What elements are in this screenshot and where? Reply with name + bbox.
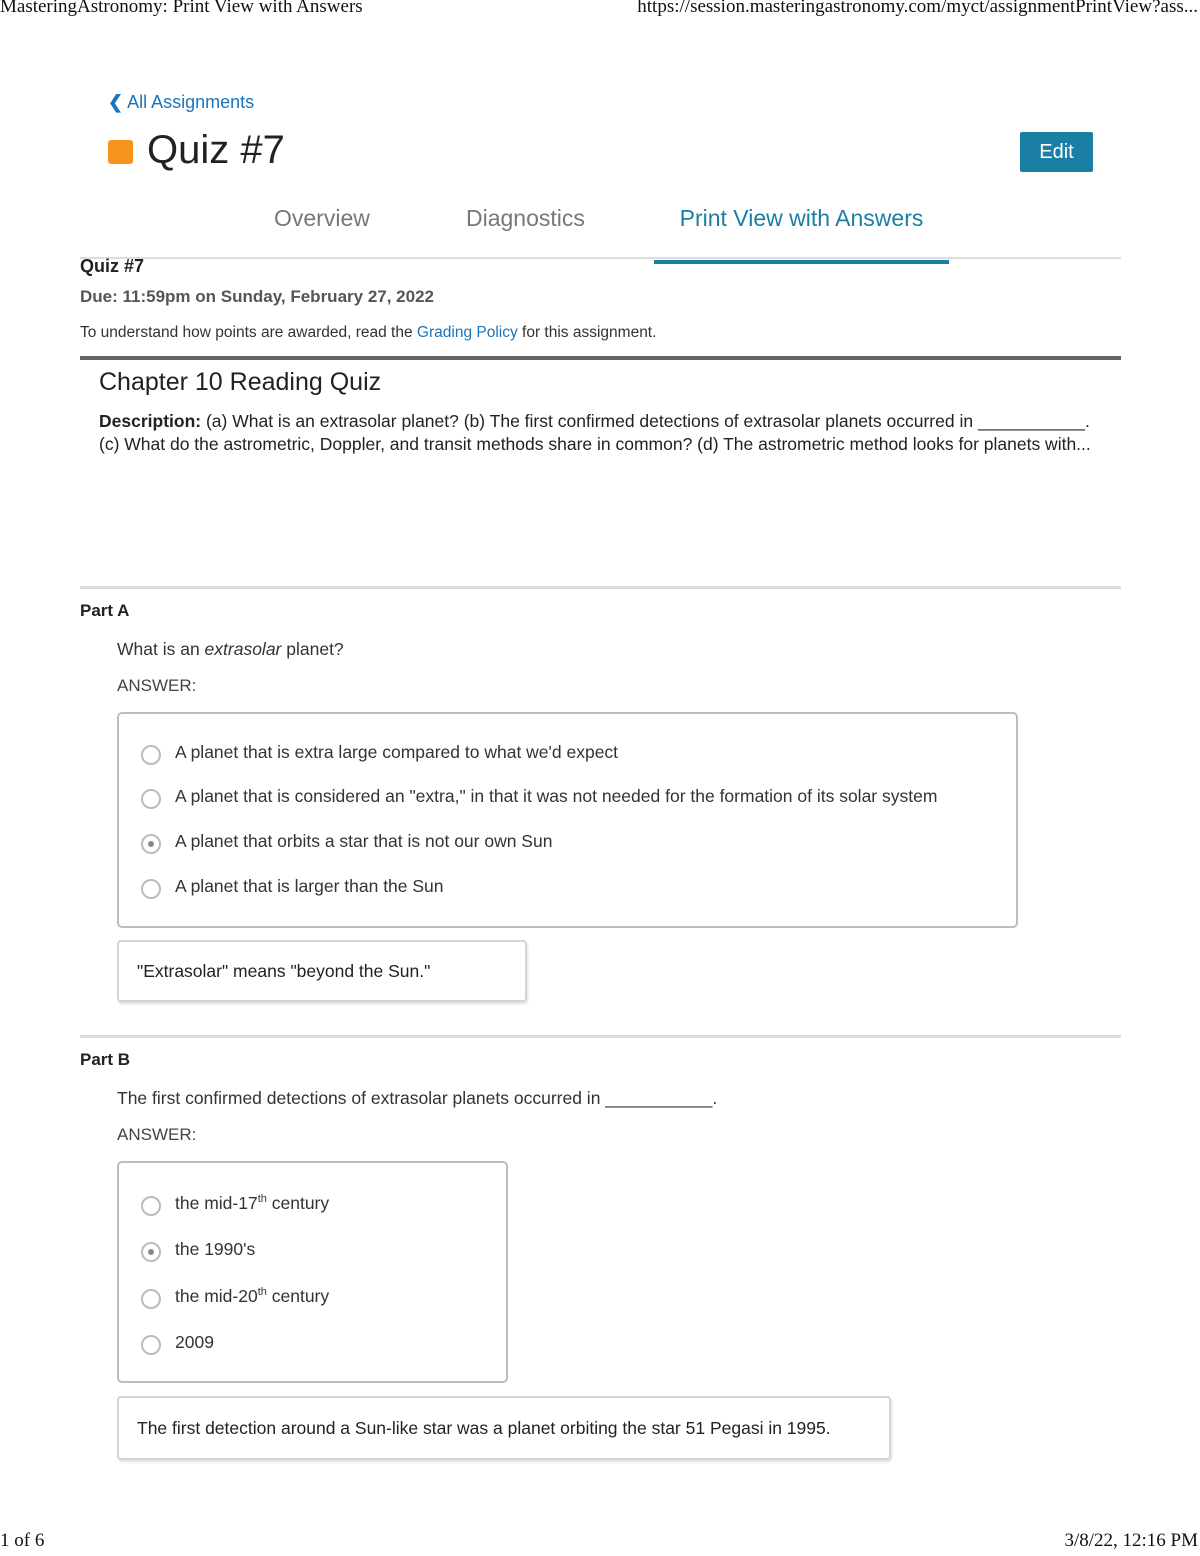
section-divider [80, 356, 1121, 360]
radio-button[interactable] [141, 879, 161, 899]
grading-policy-note [80, 324, 656, 342]
all-assignments-link[interactable] [108, 92, 254, 113]
radio-button-selected[interactable] [141, 834, 161, 854]
policy-suffix: for this assignment. [522, 324, 657, 341]
part-b-answer-label: ANSWER: [117, 1125, 197, 1144]
all-assignments-label: All Assignments [127, 92, 255, 112]
part-divider [80, 586, 1121, 589]
part-b-answer-box [117, 1161, 508, 1383]
print-header-url: https://session.masteringastronomy.com/myct/assignmentPrintView?ass... [637, 0, 1198, 17]
policy-prefix: To understand how points are awarded, read the [80, 324, 413, 341]
radio-button-selected[interactable] [141, 1242, 161, 1262]
assignment-status-icon [108, 140, 133, 164]
chapter-description [99, 410, 1099, 456]
part-a-label: Part A [80, 601, 130, 620]
option-label [175, 1286, 329, 1307]
question-emphasis: extrasolar [204, 639, 282, 659]
chevron-left-icon: ❮ [108, 92, 124, 112]
part-a-feedback [117, 940, 527, 1002]
due-date: Due: 11:59pm on Sunday, February 27, 2022 [80, 287, 434, 306]
option-text-main: the mid-17 [175, 1193, 258, 1213]
question-suffix: planet? [281, 639, 344, 659]
option-superscript: th [257, 1193, 267, 1206]
option-label: the 1990's [175, 1239, 256, 1259]
option-label: A planet that orbits a star that is not our own Sun [175, 831, 553, 851]
option-label: 2009 [175, 1332, 214, 1352]
option-label: A planet that is larger than the Sun [175, 876, 444, 896]
option-text-main: the mid-20 [175, 1286, 258, 1306]
feedback-text: The first detection around a Sun-like star was a planet orbiting the star 51 Pegasi in 1995. [137, 1418, 831, 1438]
description-text: (a) What is an extrasolar planet? (b) The first confirmed detections of extrasolar planets occurred in ___________. (c) What do the astrometric, Doppler, and transit methods share in common? (d) The astrometric method looks for planets with... [99, 411, 1091, 454]
print-header-title: MasteringAstronomy: Print View with Answers [0, 0, 363, 17]
print-footer [0, 1530, 1200, 1556]
edit-button[interactable]: Edit [1020, 132, 1093, 172]
part-b-feedback [117, 1396, 891, 1460]
tab-overview[interactable]: Overview [274, 205, 370, 231]
part-a-answer-box [117, 712, 1018, 928]
option-label [175, 1193, 329, 1214]
option-label: A planet that is extra large compared to what we'd expect [175, 742, 619, 762]
assignment-title: Quiz #7 [80, 256, 145, 276]
tab-diagnostics[interactable]: Diagnostics [466, 205, 585, 231]
print-header [0, 0, 1200, 22]
option-superscript: th [257, 1286, 267, 1299]
option-text-tail: century [266, 1286, 330, 1306]
radio-button[interactable] [141, 789, 161, 809]
page-title: Quiz #7 [147, 128, 285, 172]
radio-button[interactable] [141, 1196, 161, 1216]
chapter-title: Chapter 10 Reading Quiz [99, 368, 382, 396]
part-b-label: Part B [80, 1050, 131, 1069]
tab-print-view-with-answers[interactable]: Print View with Answers [654, 200, 949, 264]
option-text-tail: century [266, 1193, 330, 1213]
option-label: A planet that is considered an "extra," in that it was not needed for the formation of its solar system [175, 786, 938, 806]
feedback-text: "Extrasolar" means "beyond the Sun." [137, 961, 431, 981]
radio-button[interactable] [141, 745, 161, 765]
radio-button[interactable] [141, 1289, 161, 1309]
description-label: Description: [99, 411, 202, 431]
part-b-question: The first confirmed detections of extrasolar planets occurred in ___________. [117, 1088, 718, 1108]
page-count: 1 of 6 [0, 1530, 45, 1551]
tab-bar [80, 200, 1121, 259]
question-prefix: What is an [117, 639, 205, 659]
radio-button[interactable] [141, 1335, 161, 1355]
part-divider [80, 1035, 1121, 1038]
part-a-question [117, 639, 344, 660]
print-timestamp: 3/8/22, 12:16 PM [1064, 1530, 1198, 1551]
part-a-answer-label: ANSWER: [117, 676, 197, 695]
grading-policy-link[interactable]: Grading Policy [416, 324, 518, 341]
